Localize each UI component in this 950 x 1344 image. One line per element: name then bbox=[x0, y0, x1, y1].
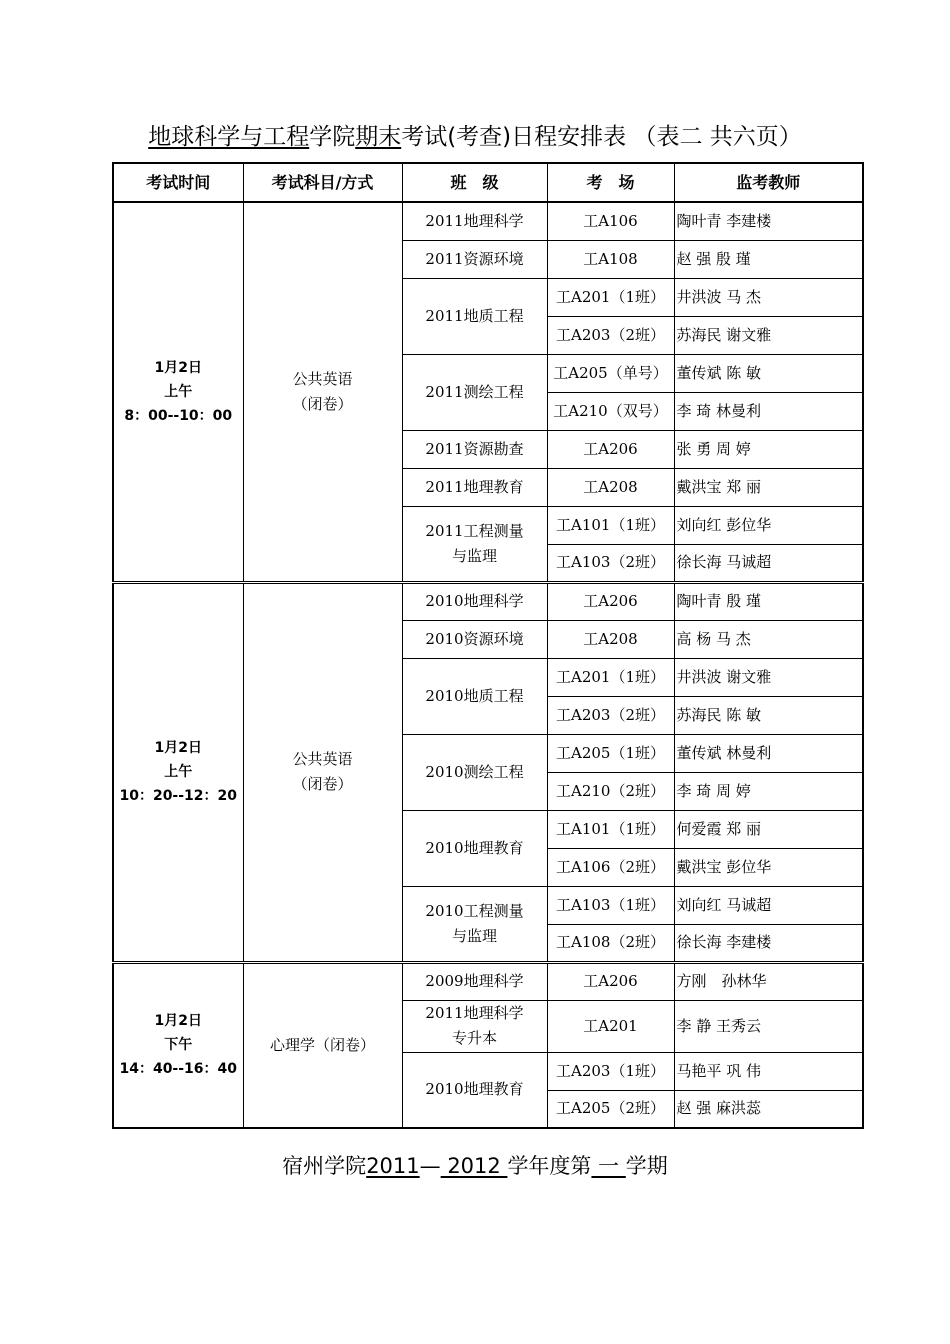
room-cell: 工A103（2班） bbox=[547, 544, 674, 582]
room-cell: 工A201（1班） bbox=[547, 658, 674, 696]
teacher-cell: 戴洪宝 彭位华 bbox=[674, 848, 863, 886]
footer-year-start: 2011 bbox=[366, 1154, 420, 1178]
header-subject-mode: 考试科目/方式 bbox=[243, 163, 402, 202]
room-cell: 工A203（1班） bbox=[547, 1052, 674, 1090]
class-cell: 2010测绘工程 bbox=[402, 734, 547, 810]
room-cell: 工A208 bbox=[547, 468, 674, 506]
exam-hours: 8：00--10：00 bbox=[124, 407, 233, 424]
class-cell: 2010地理教育 bbox=[402, 1052, 547, 1128]
class-cell: 2010地理教育 bbox=[402, 810, 547, 886]
class-cell: 2010地质工程 bbox=[402, 658, 547, 734]
table-row bbox=[113, 202, 863, 240]
teacher-cell: 董传斌 林曼利 bbox=[674, 734, 863, 772]
teacher-cell: 戴洪宝 郑 丽 bbox=[674, 468, 863, 506]
header-exam-time: 考试时间 bbox=[113, 163, 243, 202]
class-cell bbox=[402, 886, 547, 962]
footer-year-end: 2012 bbox=[440, 1154, 508, 1178]
class-cell bbox=[402, 1000, 547, 1052]
class-cell: 2009地理科学 bbox=[402, 962, 547, 1000]
exam-mode: （闭卷） bbox=[292, 394, 353, 413]
room-cell: 工A203（2班） bbox=[547, 696, 674, 734]
room-cell: 工A103（1班） bbox=[547, 886, 674, 924]
teacher-cell: 马艳平 巩 伟 bbox=[674, 1052, 863, 1090]
class-cell: 2010资源环境 bbox=[402, 620, 547, 658]
teacher-cell: 张 勇 周 婷 bbox=[674, 430, 863, 468]
semester-footer bbox=[0, 1150, 950, 1180]
teacher-cell: 陶叶青 李建楼 bbox=[674, 202, 863, 240]
class-cell: 2011资源勘查 bbox=[402, 430, 547, 468]
teacher-cell: 方刚 孙林华 bbox=[674, 962, 863, 1000]
teacher-cell: 李 琦 林曼利 bbox=[674, 392, 863, 430]
teacher-cell: 董传斌 陈 敏 bbox=[674, 354, 863, 392]
exam-subject: 公共英语 bbox=[292, 369, 353, 388]
exam-schedule-table bbox=[112, 162, 864, 1129]
class-cell: 2010地理科学 bbox=[402, 582, 547, 620]
title-college: 地球科学与工程 bbox=[148, 124, 310, 150]
room-cell: 工A206 bbox=[547, 430, 674, 468]
exam-subject: 公共英语 bbox=[292, 750, 353, 768]
header-teachers: 监考教师 bbox=[674, 163, 863, 202]
teacher-cell: 刘向红 彭位华 bbox=[674, 506, 863, 544]
footer-academic-year: 学年度第 bbox=[507, 1154, 592, 1178]
room-cell: 工A201（1班） bbox=[547, 278, 674, 316]
header-room: 考 场 bbox=[547, 163, 674, 202]
teacher-cell: 赵 强 麻洪蕊 bbox=[674, 1090, 863, 1128]
teacher-cell: 何爱霞 郑 丽 bbox=[674, 810, 863, 848]
exam-date: 1月2日 bbox=[154, 740, 202, 756]
exam-time-cell bbox=[113, 202, 243, 582]
exam-time-cell bbox=[113, 962, 243, 1128]
exam-hours: 14：40--16：40 bbox=[119, 1061, 238, 1078]
teacher-cell: 刘向红 马诚超 bbox=[674, 886, 863, 924]
room-cell: 工A206 bbox=[547, 962, 674, 1000]
teacher-cell: 李 静 王秀云 bbox=[674, 1000, 863, 1052]
room-cell: 工A106 bbox=[547, 202, 674, 240]
title-rest: 考试(考查)日程安排表 （表二 共六页） bbox=[401, 124, 802, 150]
exam-period: 下午 bbox=[164, 1037, 193, 1054]
class-cell: 2011资源环境 bbox=[402, 240, 547, 278]
class-name: 2011工程测量与监理 bbox=[425, 521, 524, 565]
exam-date: 1月2日 bbox=[154, 359, 202, 376]
class-name: 2010工程测量与监理 bbox=[425, 901, 524, 945]
class-cell: 2011地质工程 bbox=[402, 278, 547, 354]
teacher-cell: 徐长海 马诚超 bbox=[674, 544, 863, 582]
room-cell: 工A201 bbox=[547, 1000, 674, 1052]
table-row bbox=[113, 962, 863, 1000]
exam-time-cell bbox=[113, 582, 243, 962]
exam-period: 上午 bbox=[164, 764, 193, 780]
exam-period: 上午 bbox=[164, 383, 193, 400]
teacher-cell: 高 杨 马 杰 bbox=[674, 620, 863, 658]
room-cell: 工A206 bbox=[547, 582, 674, 620]
room-cell: 工A210（2班） bbox=[547, 772, 674, 810]
class-name: 2011地理科学专升本 bbox=[425, 1004, 524, 1047]
footer-dash: — bbox=[419, 1154, 441, 1178]
exam-subject-cell bbox=[243, 582, 402, 962]
class-cell: 2011地理科学 bbox=[402, 202, 547, 240]
footer-term-number: 一 bbox=[591, 1154, 626, 1178]
room-cell: 工A203（2班） bbox=[547, 316, 674, 354]
table-row bbox=[113, 582, 863, 620]
title-exam-type: 期末 bbox=[355, 124, 402, 150]
footer-school: 宿州学院 bbox=[282, 1154, 367, 1178]
exam-subject: 心理学（闭卷） bbox=[269, 1035, 375, 1054]
room-cell: 工A101（1班） bbox=[547, 810, 674, 848]
teacher-cell: 井洪波 谢文雅 bbox=[674, 658, 863, 696]
header-row bbox=[113, 163, 863, 202]
teacher-cell: 陶叶青 殷 瑾 bbox=[674, 582, 863, 620]
header-class: 班 级 bbox=[402, 163, 547, 202]
exam-mode: （闭卷） bbox=[292, 775, 353, 793]
teacher-cell: 苏海民 谢文雅 bbox=[674, 316, 863, 354]
class-cell: 2011测绘工程 bbox=[402, 354, 547, 430]
footer-term: 学期 bbox=[625, 1154, 668, 1178]
teacher-cell: 徐长海 李建楼 bbox=[674, 924, 863, 962]
class-cell bbox=[402, 506, 547, 582]
exam-hours: 10：20--12：20 bbox=[119, 788, 238, 804]
exam-subject-cell bbox=[243, 962, 402, 1128]
room-cell: 工A205（2班） bbox=[547, 1090, 674, 1128]
room-cell: 工A205（单号） bbox=[547, 354, 674, 392]
teacher-cell: 赵 强 殷 瑾 bbox=[674, 240, 863, 278]
room-cell: 工A101（1班） bbox=[547, 506, 674, 544]
exam-subject-cell bbox=[243, 202, 402, 582]
room-cell: 工A208 bbox=[547, 620, 674, 658]
room-cell: 工A108（2班） bbox=[547, 924, 674, 962]
class-cell: 2011地理教育 bbox=[402, 468, 547, 506]
teacher-cell: 苏海民 陈 敏 bbox=[674, 696, 863, 734]
title-college-suffix: 学院 bbox=[309, 124, 356, 150]
teacher-cell: 李 琦 周 婷 bbox=[674, 772, 863, 810]
room-cell: 工A108 bbox=[547, 240, 674, 278]
room-cell: 工A210（双号） bbox=[547, 392, 674, 430]
room-cell: 工A106（2班） bbox=[547, 848, 674, 886]
page-title bbox=[0, 118, 950, 151]
teacher-cell: 井洪波 马 杰 bbox=[674, 278, 863, 316]
exam-date: 1月2日 bbox=[154, 1013, 202, 1030]
room-cell: 工A205（1班） bbox=[547, 734, 674, 772]
